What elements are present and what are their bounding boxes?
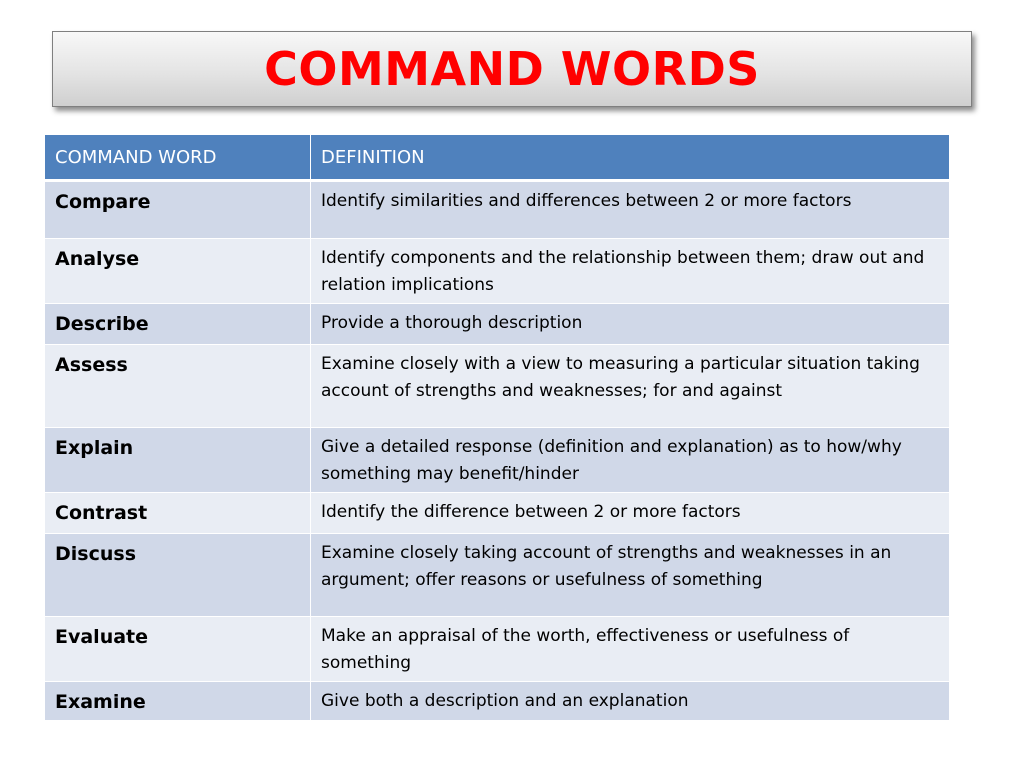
definition-cell: Give both a description and an explanation <box>311 682 950 721</box>
definition-cell: Provide a thorough description <box>311 304 950 345</box>
definition-cell: Identify the difference between 2 or more factors <box>311 493 950 534</box>
definition-cell: Give a detailed response (definition and explanation) as to how/why something may benefit/hinder <box>311 428 950 493</box>
column-header-command-word: COMMAND WORD <box>45 135 311 181</box>
table-row <box>45 534 950 617</box>
table-row <box>45 239 950 304</box>
command-word-cell: Describe <box>45 304 311 345</box>
command-word-cell: Contrast <box>45 493 311 534</box>
table-row <box>45 682 950 721</box>
command-word-cell: Explain <box>45 428 311 493</box>
table-row <box>45 181 950 239</box>
table-row <box>45 345 950 428</box>
definition-cell: Identify components and the relationship between them; draw out and relation implications <box>311 239 950 304</box>
definition-cell: Identify similarities and differences between 2 or more factors <box>311 181 950 239</box>
command-word-cell: Examine <box>45 682 311 721</box>
table-row <box>45 493 950 534</box>
definition-cell: Examine closely with a view to measuring a particular situation taking account of strengths and weaknesses; for and against <box>311 345 950 428</box>
command-word-cell: Analyse <box>45 239 311 304</box>
page-title: COMMAND WORDS <box>264 42 760 96</box>
title-banner <box>52 31 972 107</box>
definition-cell: Examine closely taking account of strengths and weaknesses in an argument; offer reasons or usefulness of something <box>311 534 950 617</box>
command-words-table <box>44 134 950 721</box>
table-row <box>45 617 950 682</box>
table-row <box>45 428 950 493</box>
definition-cell: Make an appraisal of the worth, effectiveness or usefulness of something <box>311 617 950 682</box>
command-word-cell: Assess <box>45 345 311 428</box>
command-word-cell: Compare <box>45 181 311 239</box>
column-header-definition: DEFINITION <box>311 135 950 181</box>
table-header-row <box>45 135 950 181</box>
command-word-cell: Discuss <box>45 534 311 617</box>
table-row <box>45 304 950 345</box>
command-word-cell: Evaluate <box>45 617 311 682</box>
